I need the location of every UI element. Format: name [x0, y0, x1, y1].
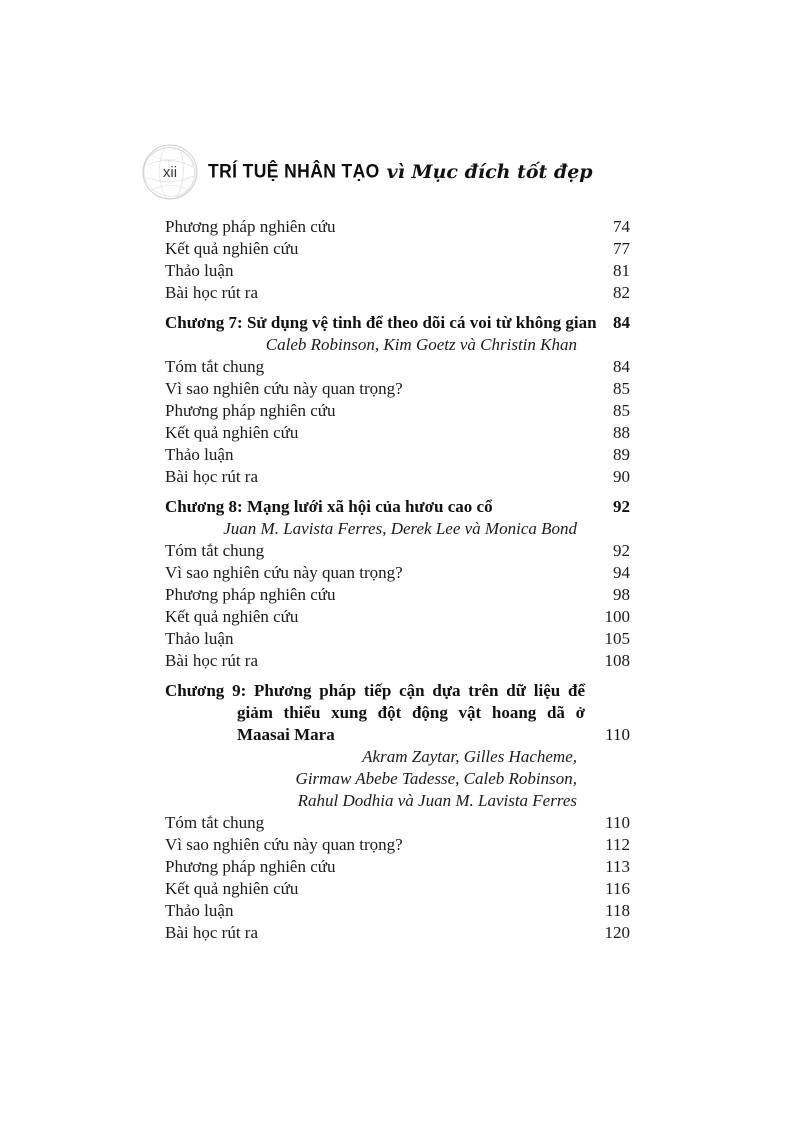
chapter-authors-line: Akram Zaytar, Gilles Hacheme, — [362, 747, 577, 766]
toc-entry-label: Phương pháp nghiên cứu — [165, 857, 336, 876]
toc-entry-row — [165, 834, 630, 856]
chapter-title: Chương 7: Sử dụng vệ tinh để theo dõi cá voi từ không gian — [165, 313, 597, 332]
toc-entry-row — [165, 422, 630, 444]
chapter-title-line: Maasai Mara — [237, 725, 335, 744]
toc-entry-row — [165, 378, 630, 400]
toc-entry-row — [165, 444, 630, 466]
toc-entry-page: 108 — [604, 651, 630, 670]
chapter-heading-row — [165, 496, 630, 518]
toc-entry-row — [165, 356, 630, 378]
chapter-authors-line: Juan M. Lavista Ferres, Derek Lee và Monica Bond — [223, 519, 577, 538]
toc-entry-row — [165, 238, 630, 260]
toc-entry-label: Bài học rút ra — [165, 923, 258, 942]
chapter-title: Chương 8: Mạng lưới xã hội của hươu cao cổ — [165, 497, 493, 516]
toc-entry-page: 89 — [613, 445, 630, 464]
toc-entry-row — [165, 650, 630, 672]
toc-entry-row — [165, 400, 630, 422]
toc-entry-page: 77 — [613, 239, 630, 258]
toc-entry-label: Bài học rút ra — [165, 467, 258, 486]
toc-entry-label: Kết quả nghiên cứu — [165, 879, 299, 898]
toc-entry-row — [165, 260, 630, 282]
chapter-heading-row — [165, 312, 630, 334]
toc-entry-page: 116 — [605, 879, 630, 898]
toc-entry-label: Kết quả nghiên cứu — [165, 423, 299, 442]
toc-entry-page: 74 — [613, 217, 630, 236]
globe-sketch-icon — [139, 141, 201, 203]
toc-entry-row — [165, 466, 630, 488]
chapter-authors-line: Girmaw Abebe Tadesse, Caleb Robinson, — [295, 769, 577, 788]
toc-entry-label: Bài học rút ra — [165, 283, 258, 302]
chapter-authors-line: Caleb Robinson, Kim Goetz và Christin Khan — [265, 335, 577, 354]
toc-entry-row — [165, 562, 630, 584]
running-header — [139, 141, 593, 203]
toc-entry-row — [165, 540, 630, 562]
toc-entry-row — [165, 856, 630, 878]
toc-entry-row — [165, 922, 630, 944]
toc-entry-page: 84 — [613, 357, 630, 376]
toc-entry-page: 112 — [605, 835, 630, 854]
toc-entry-label: Tóm tắt chung — [165, 813, 265, 832]
toc-entry-label: Tóm tắt chung — [165, 357, 265, 376]
book-subtitle: vì Mục đích tốt đẹp — [386, 161, 593, 183]
toc-entry-page: 92 — [613, 541, 630, 560]
toc-entry-row — [165, 900, 630, 922]
chapter-authors-line: Rahul Dodhia và Juan M. Lavista Ferres — [297, 791, 577, 810]
toc-entry-label: Bài học rút ra — [165, 651, 258, 670]
toc-entry-page: 98 — [613, 585, 630, 604]
toc-entry-page: 120 — [604, 923, 630, 942]
toc-entry-page: 105 — [604, 629, 630, 648]
chapter-title-line: giảm thiểu xung đột động vật hoang dã ở — [237, 703, 585, 722]
toc-entry-row — [165, 812, 630, 834]
header-titles — [208, 161, 593, 183]
toc-entry-label: Thảo luận — [165, 445, 234, 464]
toc-entry-label: Phương pháp nghiên cứu — [165, 217, 336, 236]
chapter-heading-multiline — [165, 680, 630, 746]
toc-entry-label: Thảo luận — [165, 901, 234, 920]
folio-page-number: xii — [162, 163, 178, 181]
toc-entry-page: 84 — [613, 313, 630, 332]
toc-entry-page: 118 — [605, 901, 630, 920]
chapter-title-line: Chương 9: Phương pháp tiếp cận dựa trên dữ liệu để — [165, 681, 585, 700]
toc-entry-label: Kết quả nghiên cứu — [165, 239, 299, 258]
toc-entry-page: 100 — [604, 607, 630, 626]
toc-entry-row — [165, 282, 630, 304]
toc-entry-label: Tóm tắt chung — [165, 541, 265, 560]
toc-entry-label: Thảo luận — [165, 261, 234, 280]
toc-entry-page: 81 — [613, 261, 630, 280]
toc-entry-label: Phương pháp nghiên cứu — [165, 401, 336, 420]
toc-entry-label: Vì sao nghiên cứu này quan trọng? — [165, 379, 403, 398]
toc-entry-page: 94 — [613, 563, 630, 582]
table-of-contents — [165, 216, 630, 944]
toc-entry-page: 85 — [613, 379, 630, 398]
toc-entry-page: 110 — [605, 725, 630, 744]
toc-entry-label: Kết quả nghiên cứu — [165, 607, 299, 626]
toc-entry-page: 90 — [613, 467, 630, 486]
toc-entry-row — [165, 628, 630, 650]
toc-entry-page: 88 — [613, 423, 630, 442]
book-title: TRÍ TUỆ NHÂN TẠO — [208, 159, 380, 182]
toc-entry-page: 82 — [613, 283, 630, 302]
toc-entry-page: 110 — [605, 813, 630, 832]
toc-entry-label: Thảo luận — [165, 629, 234, 648]
toc-entry-row — [165, 584, 630, 606]
toc-entry-page: 113 — [605, 857, 630, 876]
toc-entry-page: 85 — [613, 401, 630, 420]
toc-entry-row — [165, 878, 630, 900]
toc-entry-label: Vì sao nghiên cứu này quan trọng? — [165, 835, 403, 854]
toc-entry-row — [165, 606, 630, 628]
toc-entry-row — [165, 216, 630, 238]
toc-entry-page: 92 — [613, 497, 630, 516]
toc-entry-label: Vì sao nghiên cứu này quan trọng? — [165, 563, 403, 582]
toc-entry-label: Phương pháp nghiên cứu — [165, 585, 336, 604]
